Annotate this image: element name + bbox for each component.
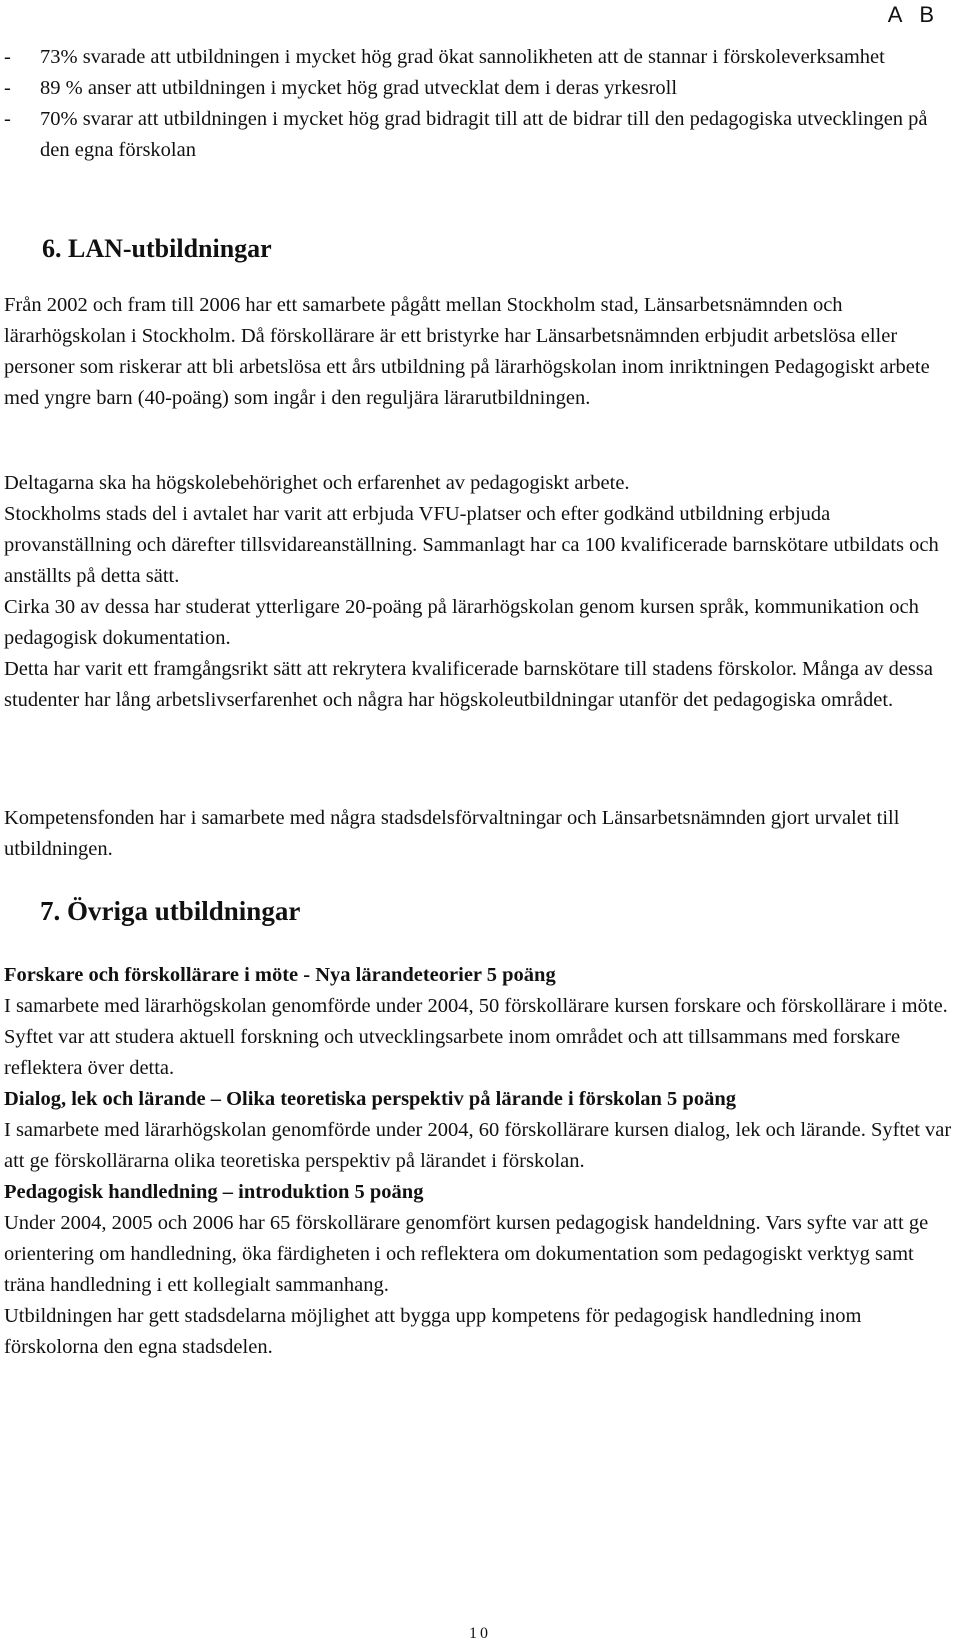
bullet-list xyxy=(4,42,954,166)
section-7-heading: 7. Övriga utbildningar xyxy=(40,896,301,926)
bullet-text: 73% svarade att utbildningen i mycket hög grad ökat sannolikheten att de stannar i förskoleverksamhet xyxy=(40,46,885,68)
bullet-dash: - xyxy=(4,108,11,130)
bullet-dash: - xyxy=(4,46,11,68)
list-item xyxy=(4,73,954,104)
paragraph: Kompetensfonden har i samarbete med några stadsdelsförvaltningar och Länsarbetsnämnden gjort urvalet till utbildningen. xyxy=(4,807,900,860)
section-7-body xyxy=(4,960,956,1363)
section-6-body xyxy=(4,290,956,414)
paragraph: Cirka 30 av dessa har studerat ytterligare 20-poäng på lärarhögskolan genom kursen språk, kommunikation och pedagogisk dokumentation. xyxy=(4,596,919,649)
bullet-text: 70% svarar att utbildningen i mycket hög grad bidragit till att de bidrar till den pedagogiska utvecklingen på den egna förskolan xyxy=(40,108,928,161)
paragraph: Från 2002 och fram till 2006 har ett samarbete pågått mellan Stockholm stad, Länsarbetsnämnden och lärarhögskolan i Stockholm. Då förskollärare är ett bristyrke har Länsarbetsnämnden erbjudit arbetslösa eller personer som riskerar att bli arbetslösa ett års utbildning på lärarhögskolan inom inriktningen Pedagogiskt arbete med yngre barn (40-poäng) som ingår i den reguljära lärarutbildningen. xyxy=(4,294,930,409)
list-item xyxy=(4,104,954,166)
bullet-text: 89 % anser att utbildningen i mycket hög grad utvecklat dem i deras yrkesroll xyxy=(40,77,678,99)
section-6-heading: 6. LAN-utbildningar xyxy=(42,234,272,263)
section-6-body-3 xyxy=(4,803,956,865)
section-6-body-2 xyxy=(4,468,956,716)
bullet-dash: - xyxy=(4,77,11,99)
page-number: 10 xyxy=(469,1625,491,1642)
paragraph: Utbildningen har gett stadsdelarna möjlighet att bygga upp kompetens för pedagogisk handledning inom förskolorna den egna stadsdelen. xyxy=(4,1305,862,1358)
list-item xyxy=(4,42,954,73)
paragraph: I samarbete med lärarhögskolan genomförde under 2004, 60 förskollärare kursen dialog, lek och lärande. Syftet var att ge förskollärarna olika teoretiska perspektiv på lärandet i förskolan. xyxy=(4,1119,952,1172)
paragraph: I samarbete med lärarhögskolan genomförde under 2004, 50 förskollärare kursen forskare och förskollärare i möte. Syftet var att studera aktuell forskning och utvecklingsarbete inom området och att tillsammans med forskare reflektera över detta. xyxy=(4,995,948,1079)
header-corner-mark: A B xyxy=(887,2,940,27)
course-title: Pedagogisk handledning – introduktion 5 poäng xyxy=(4,1181,424,1203)
paragraph: Stockholms stads del i avtalet har varit att erbjuda VFU-platser och efter godkänd utbildning erbjuda provanställning och därefter tillsvidareanställning. Sammanlagt har ca 100 kvalificerade barnskötare utbildats och anställts på detta sätt. xyxy=(4,503,939,587)
paragraph: Deltagarna ska ha högskolebehörighet och erfarenhet av pedagogiskt arbete. xyxy=(4,472,630,494)
course-title: Forskare och förskollärare i möte - Nya lärandeteorier 5 poäng xyxy=(4,964,556,986)
course-title: Dialog, lek och lärande – Olika teoretiska perspektiv på lärande i förskolan 5 poäng xyxy=(4,1088,736,1110)
paragraph: Detta har varit ett framgångsrikt sätt att rekrytera kvalificerade barnskötare till stadens förskolor. Många av dessa studenter har lång arbetslivserfarenhet och några har högskoleutbildningar utanför det pedagogiska området. xyxy=(4,658,933,711)
paragraph: Under 2004, 2005 och 2006 har 65 förskollärare genomfört kursen pedagogisk handeldning. Vars syfte var att ge orientering om handledning, öka färdigheten i och reflektera om dokumentation som pedagogiskt verktyg samt träna handledning i ett kollegialt sammanhang. xyxy=(4,1212,929,1296)
